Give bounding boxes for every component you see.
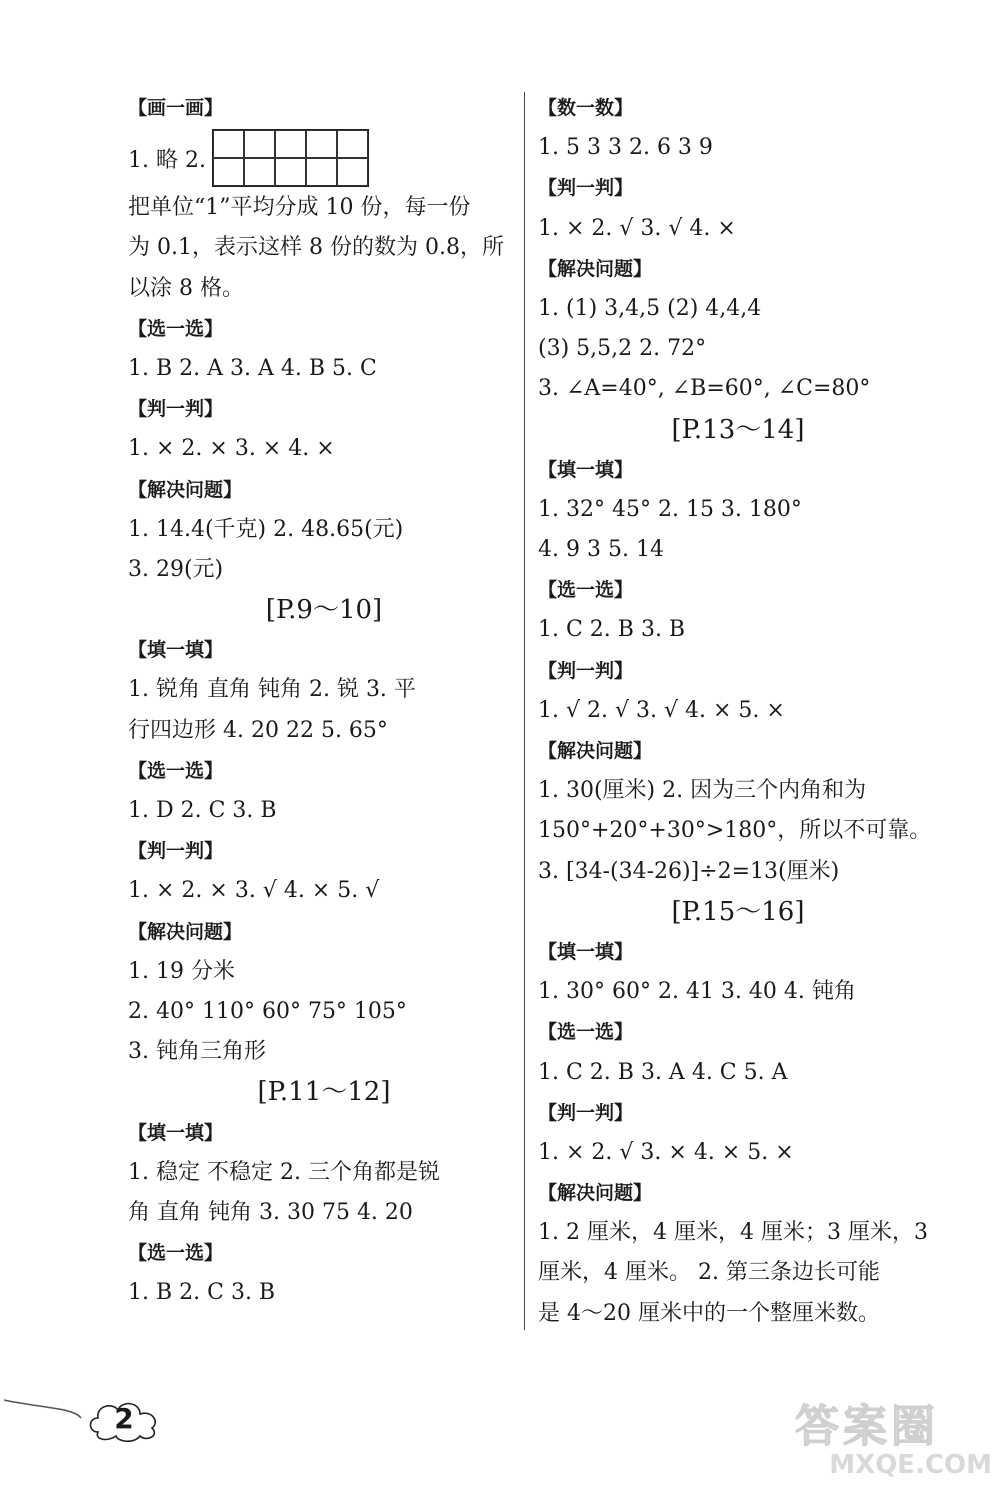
answer-line: 1. 19 分米	[128, 958, 235, 984]
section-heading-solve: 【解决问题】	[538, 740, 653, 762]
answer-line: 1. C 2. B 3. A 4. C 5. A	[538, 1059, 788, 1085]
section-heading-judge: 【判一判】	[128, 840, 224, 863]
page-number-badge	[84, 1396, 164, 1444]
section-heading-draw: 【画一画】	[128, 97, 224, 119]
page-range-heading: [P.15～16]	[671, 896, 805, 927]
section-heading-choose: 【选一选】	[128, 759, 224, 782]
answer-line: 以涂 8 格。	[128, 275, 244, 301]
answer-line: 150°+20°+30°>180°，所以不可靠。	[538, 818, 932, 844]
right-column	[538, 88, 938, 1334]
answer-line: 角 直角 钝角 3. 30 75 4. 20	[128, 1199, 413, 1225]
page-range-heading: [P.13～14]	[671, 414, 805, 445]
section-heading-solve: 【解决问题】	[538, 257, 653, 280]
answer-line: 2. 40° 110° 60° 75° 105°	[128, 998, 407, 1024]
answer-line: 1. B 2. C 3. B	[128, 1280, 276, 1306]
fraction-grid-figure	[212, 129, 369, 187]
answer-line: 3. [34-(34-26)]÷2=13(厘米)	[538, 858, 840, 884]
watermark-url: MXQE.COM	[829, 1450, 992, 1480]
answer-line: 4. 9 3 5. 14	[538, 537, 664, 563]
answer-line	[128, 128, 520, 188]
section-heading-judge: 【判一判】	[538, 659, 634, 682]
answer-line: 1. 14.4(千克) 2. 48.65(元)	[128, 516, 404, 542]
answer-line: 1. × 2. × 3. √ 4. × 5. √	[128, 878, 380, 904]
answer-line: 1. 30(厘米) 2. 因为三个内角和为	[538, 778, 867, 804]
watermark-logo-text: 答案圈	[795, 1401, 939, 1452]
section-heading-judge: 【判一判】	[128, 398, 224, 421]
answer-line: 为 0.1，表示这样 8 份的数为 0.8，所	[128, 235, 504, 261]
answer-line: 厘米，4 厘米。 2. 第三条边长可能	[538, 1260, 880, 1286]
answer-line: 1. × 2. √ 3. × 4. × 5. ×	[538, 1139, 794, 1165]
section-heading-solve: 【解决问题】	[538, 1182, 653, 1205]
answer-line: 1. 32° 45° 2. 15 3. 180°	[538, 496, 802, 522]
section-heading-fill: 【填一填】	[128, 639, 224, 662]
section-heading-solve: 【解决问题】	[128, 920, 243, 943]
decorative-swirl-icon	[2, 1392, 82, 1422]
answer-line: 3. 钝角三角形	[128, 1039, 266, 1065]
page-number: 2	[114, 1402, 134, 1435]
answer-line: 1. 30° 60° 2. 41 3. 40 4. 钝角	[538, 979, 856, 1005]
column-divider	[524, 92, 525, 1330]
answer-line: 1. C 2. B 3. B	[538, 617, 686, 643]
answer-line: 1. B 2. A 3. A 4. B 5. C	[128, 355, 377, 381]
answer-line: 1. D 2. C 3. B	[128, 798, 277, 823]
page-range-heading: [P.11～12]	[257, 1077, 391, 1108]
left-column	[128, 88, 520, 1313]
answer-line: 1. 2 厘米，4 厘米，4 厘米；3 厘米，3	[538, 1220, 928, 1246]
answer-line: 是 4～20 厘米中的一个整厘米数。	[538, 1300, 880, 1326]
answer-line: 1. × 2. × 3. × 4. ×	[128, 436, 335, 462]
page-range-heading: [P.9～10]	[265, 595, 383, 626]
answer-line: 1. 5 3 3 2. 6 3 9	[538, 135, 713, 161]
section-heading-choose: 【选一选】	[538, 579, 634, 602]
answer-line: 1. (1) 3,4,5 (2) 4,4,4	[538, 295, 762, 321]
section-heading-judge: 【判一判】	[538, 1101, 634, 1124]
answer-line: 3. ∠A=40°, ∠B=60°, ∠C=80°	[538, 376, 871, 402]
answer-line: 1. √ 2. √ 3. √ 4. × 5. ×	[538, 697, 785, 723]
section-heading-choose: 【选一选】	[128, 1242, 224, 1265]
section-heading-choose: 【选一选】	[128, 317, 224, 340]
answer-line: (3) 5,5,2 2. 72°	[538, 336, 707, 362]
section-heading-choose: 【选一选】	[538, 1021, 634, 1044]
section-heading-count: 【数一数】	[538, 97, 634, 119]
answer-line: 1. × 2. √ 3. √ 4. ×	[538, 215, 736, 241]
answer-line: 1. 稳定 不稳定 2. 三个角都是锐	[128, 1159, 440, 1185]
watermark	[742, 1390, 992, 1488]
section-heading-fill: 【填一填】	[538, 458, 634, 481]
answer-text: 1. 略 2.	[128, 147, 206, 173]
section-heading-fill: 【填一填】	[128, 1121, 224, 1144]
section-heading-solve: 【解决问题】	[128, 478, 243, 501]
answer-line: 1. 锐角 直角 钝角 2. 锐 3. 平	[128, 677, 416, 703]
answer-line: 3. 29(元)	[128, 556, 224, 582]
answer-line: 把单位“1”平均分成 10 份，每一份	[128, 195, 471, 221]
section-heading-judge: 【判一判】	[538, 177, 634, 200]
section-heading-fill: 【填一填】	[538, 940, 634, 963]
answer-line: 行四边形 4. 20 22 5. 65°	[128, 717, 388, 743]
